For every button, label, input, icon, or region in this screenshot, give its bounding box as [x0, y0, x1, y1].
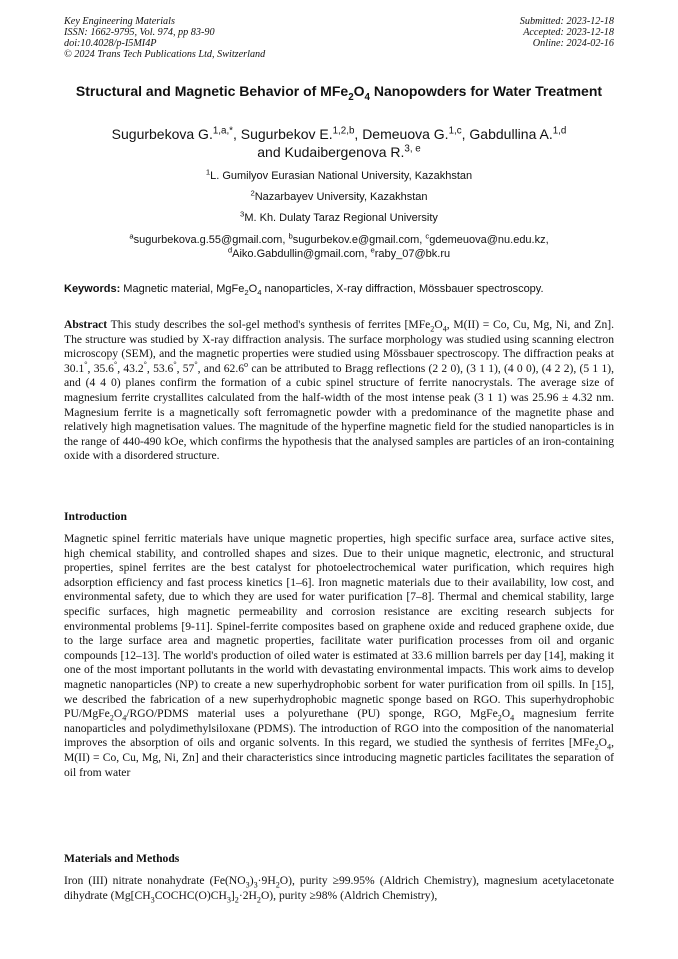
copyright-line: © 2024 Trans Tech Publications Ltd, Switzerland — [64, 49, 266, 60]
journal-header-left — [64, 16, 265, 60]
methods-paragraph: Iron (III) nitrate nonahydrate $(Fe(NO_3)_3\cdot 9H_2O)$, purity ≥99.95% (Aldrich Chemistry), magnesium acetylacetonate dihydrate $(Mg[CH_3COCHC(O)CH_3]_2\cdot 2H_2O)$, purity ≥98% (Aldrich Chemistry), — [64, 874, 615, 904]
introduction-heading: Introduction — [64, 510, 127, 523]
affiliation-2: $^2$Nazarbayev University, Kazakhstan — [250, 188, 428, 203]
author-name: Demeuova G. — [362, 126, 449, 142]
methods-heading: Materials and Methods — [64, 852, 180, 865]
introduction-paragraph: Magnetic spinel ferritic materials have unique magnetic properties, high specific surface area, surface active sites, high chemical stability, and controlled shapes and sizes. Due to their unique magnetic, electronic, and structural properties, spinel ferrites are the best catalyst for photoelectrochemical water purification, which requires high adsorption efficiency and fast process kinetics [1–6]. Iron magnetic materials due to their availability, low cost, and environmental safety, due to which they are used for water purification [7–8]. Thermal and chemical stability, large specific surfaces, high magnetic permeability and corrosion resistance are exciting research subjects for environmental problems [9-11]. Spinel-ferrite composites based on graphene oxide and reduced graphene oxide, due to the large surface area and magnetic properties, facilitate water purification processes from oil and organic compounds [12–13]. The world's production of oiled water is estimated at 33.6 million barrels per day [14], making it one of the most important pollutants in the world with devastating environmental impacts. This work aims to develop magnetic nanoparticles (NP) to create a new superhydrophobic sorbent for water purification from oil spills. In [15], we described the fabrication of a new superhydrophobic magnetic sponge based on RGO. This superhydrophobic $PU/MgFe_2O_4/RGO$/PDMS material uses a polyurethane (PU) sponge, RGO, $MgFe_2O_4$ magnesium ferrite nanoparticles and polydimethylsiloxane (PDMS). The introduction of RGO into the composition of the nanomaterial improves the absorption of oils and organic solvents. In this regard, we studied the synthesis of ferrites [$MFe_2O_4$, M(II) = Co, Cu, Mg, Ni, Zn] and their characteristics since introducing magnetic particles facilitates the separation of oil from water — [64, 532, 614, 779]
email-list: $^a$sugurbekova.g.55@gmail.com, $^b$sugurbekov.e@gmail.com, $^c$gdemeuova@nu.edu.kz, $^d$Aiko.Gabdullin@gmail.com, $^e$raby_07@bk.ru — [129, 231, 549, 260]
author-name: Sugurbekova G. — [111, 126, 213, 142]
accepted-date: Accepted: 2023-12-18 — [523, 27, 614, 38]
online-date: Online: 2024-02-16 — [532, 38, 614, 49]
affiliation-1: $^1$L. Gumilyov Eurasian National University, Kazakhstan — [205, 167, 473, 182]
email-link[interactable]: gdemeuova@nu.edu.kz, — [429, 234, 549, 246]
email-link[interactable]: raby_07@bk.ru — [374, 248, 451, 260]
keywords-label: Keywords: — [64, 283, 121, 295]
abstract-paragraph: Abstract This study describes the sol-gel method's synthesis of ferrites [$MFe_2O_4$, M(II) = Co, Cu, Mg, Ni, and Zn]. The structure was studied by X-ray diffraction analysis. The surface morphology was studied using scanning electron microscopy (SEM), and the magnetic properties were studied using Mössbauer spectroscopy. The diffraction peaks at 30.1°, 35.6°, 43.2°, 53.6°, 57°, and 62.6$^o$ can be attributed to Bragg reflections (2 2 0), (3 1 1), (4 0 0), (4 2 2), (5 1 1), and (4 4 0) planes confirm the formation of a cubic spinel structure of ferrite nanocrystals. The average size of magnesium ferrite crystallites calculated from the half-width of the most intense peak (3 1 1) was 25.96 ± 4.32 nm. Magnesium ferrite is a magnetically soft ferromagnetic powder with a predominance of the magnetite phase and relatively high magnetisation values. The magnitude of the hyperfine magnetic field for the studied nanoparticles is in the range of 440-490 kOe, which confirms the hypothesis that the analysed samples are particles of an iron-containing oxide with a disordered structure. — [64, 318, 615, 463]
email-link[interactable]: sugurbekov.e@gmail.com — [292, 234, 420, 246]
author-list: Sugurbekova G.$^{1,a,*}$, Sugurbekov E.$^{1,2,b}$, Demeuova G.$^{1,c}$, Gabdullina A.$^{1,d}$ and Kudaibergenova R.$^{3, e}$ — [111, 125, 567, 160]
doi-line[interactable]: doi:10.4028/p-I5MI4P — [64, 38, 157, 49]
author-name: Gabdullina A. — [469, 126, 553, 142]
abstract-label: Abstract — [64, 318, 108, 331]
journal-header-right — [520, 16, 614, 49]
issn-line: ISSN: 1662-9795, Vol. 974, pp 83-90 — [64, 27, 215, 38]
email-link[interactable]: Aiko.Gabdullin@gmail.com — [232, 248, 365, 260]
author-name: Sugurbekov E. — [240, 126, 333, 142]
keywords: Keywords: Magnetic material, $MgFe_2O_4$ nanoparticles, X-ray diffraction, Mössbauer spectroscopy. — [64, 283, 544, 298]
affiliation-3: $^3$M. Kh. Dulaty Taraz Regional University — [240, 209, 438, 224]
email-link[interactable]: sugurbekova.g.55@gmail.com — [133, 234, 283, 246]
paper-title: Structural and Magnetic Behavior of $MFe_2O_4$ Nanopowders for Water Treatment — [75, 83, 603, 103]
author-name: and Kudaibergenova R. — [257, 144, 405, 160]
journal-name: Key Engineering Materials — [64, 16, 175, 27]
submitted-date: Submitted: 2023-12-18 — [519, 16, 614, 27]
